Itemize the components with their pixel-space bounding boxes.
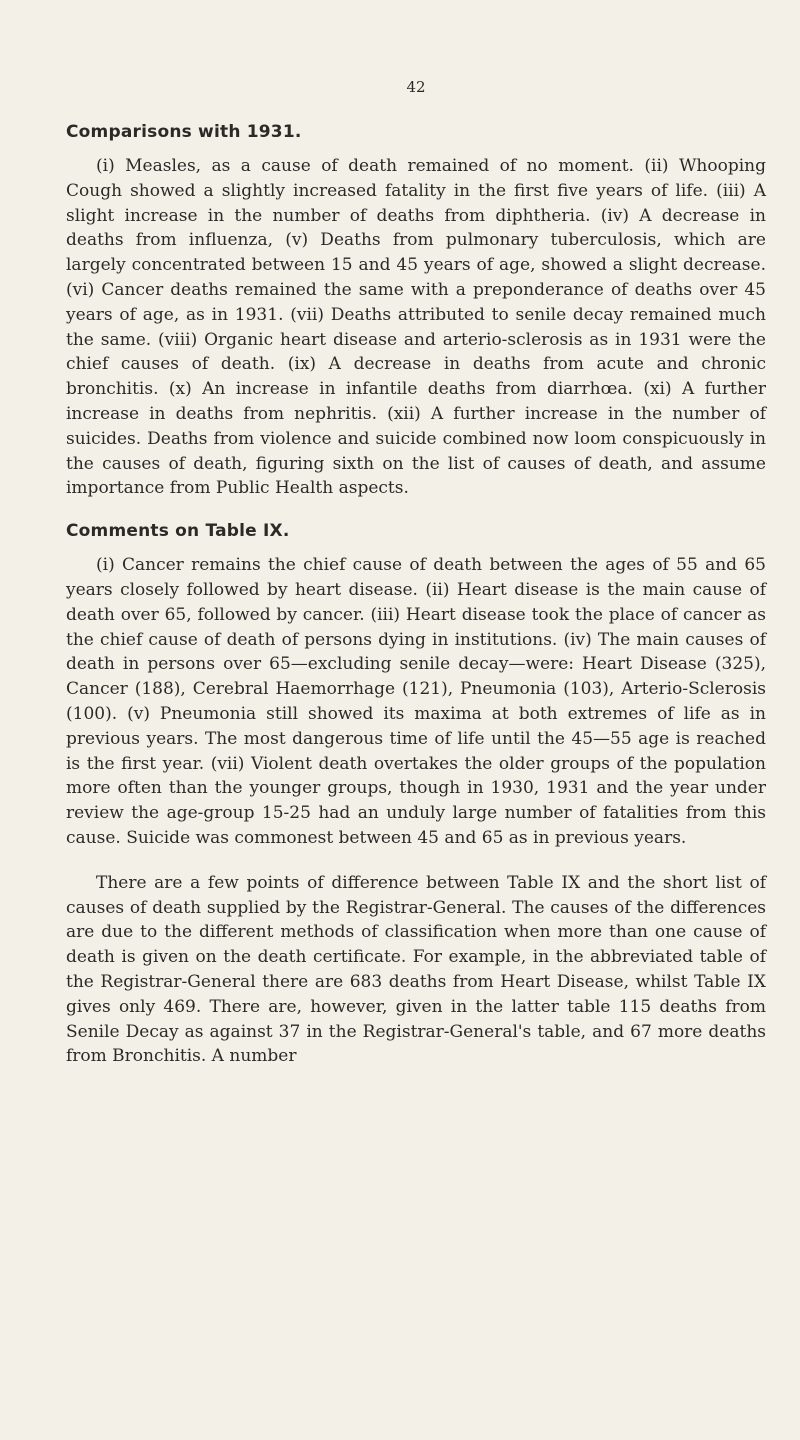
page-number: 42 (406, 78, 426, 96)
paragraph-comparisons: (i) Measles, as a cause of death remained of no moment. (ii) Whooping Cough showed a slightly increased fatality in the first five years of life. (iii) A slight increase in the number of deaths from diphtheria. (iv) A decrease in deaths from influenza, (v) Deaths from pulmonary tuberculosis, which are largely concentrated between 15 and 45 years of age, showed a slight decrease. (vi) Cancer deaths remained the same with a preponderance of deaths over 45 years of age, as in 1931. (vii) Deaths attributed to senile decay remained much the same. (viii) Organic heart disease and arterio-sclerosis as in 1931 were the chief causes of death. (ix) A decrease in deaths from acute and chronic bronchitis. (x) An increase in infantile deaths from diarrhœa. (xi) A further increase in deaths from nephritis. (xii) A further increase in the number of suicides. Deaths from violence and suicide combined now loom conspicuously in the causes of death, figuring sixth on the list of causes of death, and assume importance from Public Health aspects. (66, 156, 766, 499)
section-heading-comments: Comments on Table IX. (66, 521, 290, 542)
section-comparisons (66, 122, 766, 501)
section-heading-comparisons: Comparisons with 1931. (66, 122, 302, 142)
section-comments-table-ix (66, 521, 766, 1069)
paragraph-comments: (i) Cancer remains the chief cause of death between the ages of 55 and 65 years closely followed by heart disease. (ii) Heart disease is the main cause of death over 65, followed by cancer. (iii) Heart disease took the place of cancer as the chief cause of death of persons dying in institutions. (iv) The main causes of death in persons over 65—excluding senile decay—were: Heart Disease (325), Cancer (188), Cerebral Haemorrhage (121), Pneumonia (103), Arterio-Sclerosis (100). (v) Pneumonia still showed its maxima at both extremes of life as in previous years. The most dangerous time of life until the 45—55 age is reached is the first year. (vii) Violent death overtakes the older groups of the population more often than the younger groups, though in 1930, 1931 and the year under review the age-group 15-25 had an unduly large number of fatalities from this cause. Suicide was commonest between 45 and 65 as in previous years. (66, 555, 766, 848)
paragraph-differences: There are a few points of difference between Table IX and the short list of causes of death supplied by the Registrar-General. The causes of the differences are due to the different methods of classification when more than one cause of death is given on the death certificate. For example, in the abbreviated table of the Registrar-General there are 683 deaths from Heart Disease, whilst Table IX gives only 469. There are, however, given in the latter table 115 deaths from Senile Decay as against 37 in the Registrar-General's table, and 67 more deaths from Bronchitis. A number (66, 872, 766, 1067)
